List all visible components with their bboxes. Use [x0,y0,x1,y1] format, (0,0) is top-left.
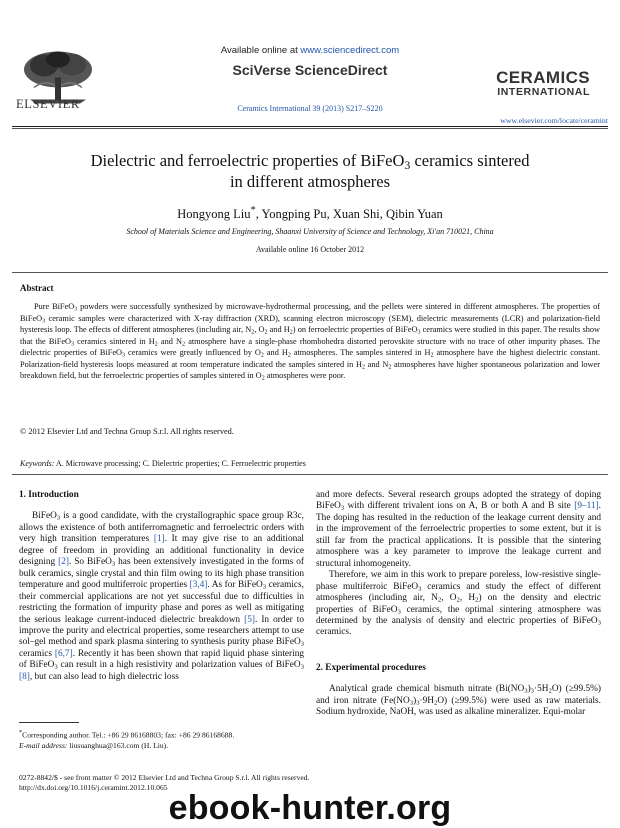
sciencedirect-link[interactable]: www.sciencedirect.com [300,45,400,56]
available-online-date: Available online 16 October 2012 [255,245,365,254]
publisher-wordmark: ELSEVIER [16,97,80,111]
citation-link[interactable]: [9–11] [574,501,599,512]
section-heading-experimental: 2. Experimental procedures [316,662,426,673]
journal-citation[interactable]: Ceramics International 39 (2013) S217–S220 [237,104,383,113]
abstract-heading: Abstract [20,283,54,293]
intro-paragraph-1: BiFeO$_3$ is a good candidate, with the crystallographic space group R3c, allows the existence of both antiferromagnetic and ferroelectric orders with very high transition temperatures [1]. It may give rise to an additional degree of freedom in providing an additional functionality in device designing [2]. So BiFeO$_3$ has been extensively investigated in the forms of bulk ceramics, single crystal and thin film owing to its high phase transition temperature and good multiferroic properties [3,4]. As for BiFeO$_3$ ceramics, their commercial applications are not yet successful due to difficulties in restricting the formation of impurity phase and pores as well as mitigating the serious leakage current-induced dielectric breakdown [5]. In order to improve the purity and electrical properties, some researchers attempt to use sol–gel method and spark plasma sintering to synthesis purity phase BiFeO$_3$ ceramics [6,7]. Recently it has been shown that rapid liquid phase sintering of BiFeO$_3$ can result in a high resistivity and polarization values of BiFeO$_3$ [8], but can also lead to high dielectric loss [19,511,305,682]
author-corresponding[interactable]: Hongyong Liu [177,207,251,222]
title-part: ceramics sintered [410,151,530,170]
copyright-notice: © 2012 Elsevier Ltd and Techna Group S.r.l. All rights reserved. [20,427,234,436]
availability-prefix: Available online at [220,45,301,56]
footnote-mark: * [19,729,23,736]
citation-link[interactable]: [5] [244,614,255,625]
citation-link[interactable]: [3,4] [189,580,208,591]
corresponding-mark[interactable]: * [250,205,256,216]
email-label: E-mail address: [19,740,68,750]
title-line2: in different atmospheres [229,172,391,191]
abstract-body: Pure BiFeO$_3$ powders were successfully synthesized by microwave-hydrothermal processing, and the pellets were sintered in different atmospheres. The properties of BiFeO$_3$ ceramic samples were characterized with X-ray diffraction (XRD), scanning electron microscopy (SEM), dielectric measurements (LCR) and polarization-field hysteresis loop. The effects of different atmospheres (including air, $N_2$, $O_2$ and $H_2$) on ferroelectric properties of BiFeO$_3$ ceramics were studied in this paper. The results show that the BiFeO$_3$ ceramics sintered in $H_2$ and $N_2$ atmosphere have a single-phase rhombohedra distorted perovskite structure with no trace of other impurity phases. The dielectric properties of BiFeO$_3$ ceramics were greatly influenced by $O_2$ and $H_2$ atmospheres. The samples sintered in $H_2$ atmosphere have the highest dielectric constant. Polarization-field hysteresis loops measured at room temperature indicated the samples sintered in $H_2$ and $N_2$ atmospheres have higher spontaneous polarization and lower breakdown field, but the ferroelectric properties of samples sintered in $O_2$ atmospheres were poor. [20,302,601,382]
author-others: , Yongping Pu, Xuan Shi, Qibin Yuan [255,207,443,222]
citation-link[interactable]: [6,7] [54,648,73,659]
abstract-divider-bottom [12,474,608,475]
keywords [20,459,306,468]
intro-paragraph-3: Therefore, we aim in this work to prepare poreless, low-resistive single-phase multiferroic BiFeO$_3$ ceramics and study the effect of different atmospheres (including air, $N_2$, $O_2$, $H_2$) on the density and electric properties of BiFeO$_3$ ceramics, the optimal sintering atmosphere was determined by the analysis of density and electric properties of BiFeO$_3$ ceramics. [316,570,602,638]
footnote-divider [19,722,79,723]
article-title [30,150,590,192]
abstract-divider-top [12,272,608,273]
keywords-label: Keywords: [20,459,55,468]
issn-line: 0272-8842/$ - see front matter © 2012 Elsevier Ltd and Techna Group S.r.l. All rights reserved. [19,773,310,782]
experimental-paragraph-1: Analytical grade chemical bismuth nitrate $(Bi(NO_3)_3\cdot 5H_2O)$ (≥99.5%) and iron nitrate $(Fe(NO_3)_3\cdot 9H_2O)$ (≥99.5%) were used as raw materials. Sodium hydroxide, NaOH, was used as alkaline mineralizer. Equi-molar [316,684,601,718]
journal-brand-line2: INTERNATIONAL [497,86,590,98]
author-email[interactable]: liusuanghua@163.com (H. Liu). [67,740,169,750]
citation-link[interactable]: [2] [58,557,69,568]
affiliation: School of Materials Science and Engineering, Shaanxi University of Science and Technology, Xi'an 710021, China [126,227,494,236]
keywords-list: A. Microwave processing; C. Dielectric properties; C. Ferroelectric properties [54,459,306,468]
intro-column [19,490,304,683]
section-heading-introduction: 1. Introduction [19,490,79,500]
journal-brand-line1: CERAMICS [496,68,590,87]
site-watermark: ebook-hunter.org [168,789,452,827]
citation-link[interactable]: [1] [153,534,165,545]
footnote-contact: Corresponding author. Tel.: +86 29 86168803; fax: +86 29 86168688. [22,730,235,740]
title-part: Dielectric and ferroelectric properties of BiFeO [90,151,405,170]
header-divider [12,126,608,127]
right-column [316,490,601,719]
doi-link[interactable]: http://dx.doi.org/10.1016/j.ceramint.2012.10.065 [19,783,168,792]
platform-logo: SciVerse ScienceDirect [232,62,388,78]
title-subscript: 3 [404,157,411,172]
corresponding-footnote [19,728,309,751]
citation-link[interactable]: [8] [19,671,30,682]
availability-line [0,45,620,56]
author-list [0,205,620,222]
intro-paragraph-2: and more defects. Several research groups adopted the strategy of doping BiFeO$_3$ with different trivalent ions on A, B or both A and B site [9–11]. The doping has resulted in the reduction of the leakage current density and in the improvement of the ferroelectric properties to some extent, but it is still far from the practical applications. It is possible that the sintering atmosphere was a key parameter to improve the leakage current and structural inhomogeneity. [316,490,601,569]
header-divider-thin [12,128,608,129]
journal-homepage-link[interactable]: www.elsevier.com/locate/ceramint [500,116,608,125]
